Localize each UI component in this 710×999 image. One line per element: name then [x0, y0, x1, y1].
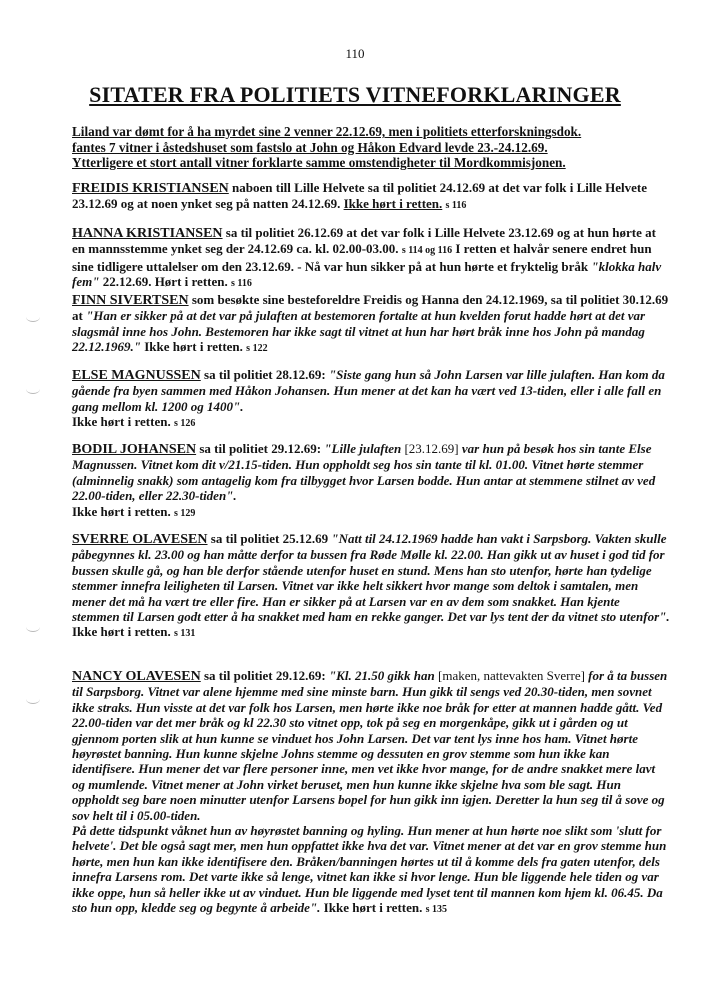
witness-name: ELSE MAGNUSSEN [72, 368, 201, 383]
court-status: Ikke hørt i retten. [72, 624, 174, 640]
intro-line: Ytterligere et stort antall vitner forklarte samme omstendigheter til Mordkommisjonen. [72, 155, 566, 170]
editor-bracket: [maken, nattevakten Sverre] [438, 668, 585, 683]
witness-statement: sa til politiet 28.12.69: [200, 367, 329, 382]
page-title: SITATER FRA POLITIETS VITNEFORKLARINGER [89, 82, 621, 107]
intro-line: Liland var dømt for å ha myrdet sine 2 venner 22.12.69, men i politiets etterforskningsdok. [72, 124, 582, 139]
court-status: Ikke hørt i retten. [320, 900, 426, 916]
witness-entry [72, 367, 670, 432]
witness-name: FINN SIVERTSEN [72, 293, 189, 308]
witness-statement: I retten et halvår senere endret hun sine tidligere uttalelser om den 23.12.69. - Nå var hun sikker på at hun hørte et fryktelig bråk [72, 241, 652, 274]
intro-paragraph [72, 124, 672, 171]
punch-hole-mark [26, 384, 40, 394]
witness-statement: sa til politiet 29.12.69: [196, 441, 325, 456]
witness-statement: som besøkte sine besteforeldre Freidis og Hanna den 24.12.1969, sa til politiet 30.12.69 at [72, 292, 669, 324]
witness-statement: sa til politiet 26.12.69 at det var folk i Lille Helvete 23.12.69 og at hun hørte at en mannsstemme ynket seg der 24.12.69 ca. kl. 02.00-03.00. [72, 225, 656, 257]
witness-quote: "klokka halv fem" [72, 258, 662, 290]
witness-statement: sa til politiet 25.12.69 [207, 531, 332, 546]
court-status: Ikke hørt i retten. [72, 503, 174, 519]
court-status: Ikke hørt i retten. [72, 414, 174, 430]
intro-line: fantes 7 vitner i åstedshuset som fastslo at John og Håkon Edvard levde 23.-24.12.69. [72, 139, 548, 155]
page-reference: s 126 [173, 418, 196, 430]
witness-quote: "Siste gang hun så John Larsen var lille julaften. Han kom da gående fra byen sammen med Håkon Johansen. Hun mener at det kan ha vært ved 13-tiden, eller i alle fall en gang mellom kl. 1200 og 1400". [72, 367, 665, 414]
witness-quote: "Han er sikker på at det var på julaften at bestemoren fortalte at hun kvelden forut hadde hørt at det var slagsmål inne hos John. Bestemoren har ikke sagt til vitnet at hun har hørt bråk inne hos John på mandag 22.12.1969." [72, 308, 646, 355]
punch-hole-mark [26, 622, 40, 632]
witness-quote: På dette tidspunkt våknet hun av høyrøstet banning og hyling. Hun mener at hun hørte noe slikt som 'slutt for helvete'. Det ble også sagt mer, men hun oppfattet ikke hva det var. Vitnet mener at det var en grov stemme hun hørte, men hun kan ikke identifisere den. Bråken/banningen hørtes ut til å komme dels fra gaten utenfor, dels innefra Larsens rom. Det varte ikke så lenge, vitnet kan ikke si hvor lenge. Hun ble liggende hele tiden og var ikke oppe, hun så heller ikke ut av vinduet. Hun ble liggende med lyset tent til mannen kom hjem kl. 06.45. Da sto hun opp, kledde seg og begynte å arbeide". [72, 823, 667, 916]
witness-name: HANNA KRISTIANSEN [72, 226, 223, 241]
witness-statement: naboen till Lille Helvete sa til politiet 24.12.69 at det var folk i Lille Helvete 23.12.69 og at noen ynket seg på natten 24.12.69. [72, 180, 648, 212]
editor-bracket: [23.12.69] [404, 441, 459, 456]
witness-name: SVERRE OLAVESEN [72, 532, 208, 547]
witness-entry [72, 180, 670, 214]
witness-statement: 22.12.69. Hørt i retten. [99, 274, 231, 290]
page-reference: s 116 [230, 278, 252, 290]
witness-statement: sa til politiet 29.12.69: [200, 668, 329, 683]
witness-name: NANCY OLAVESEN [72, 669, 201, 684]
witness-quote: var hun på besøk hos sin tante Else Magnussen. Vitnet kom dit v/21.15-tiden. Hun oppholdt seg hos sin tante til kl. 01.00. Vitnet hørte stemmer (alminnelig snakk) som antagelig kom fra tilbygget hvor Larsen bodde. Hun antar at stemmene stilnet av ved 22.00-tiden, eller 22.30-tiden". [72, 441, 656, 504]
page-number: 110 [345, 46, 365, 61]
page-reference: s 116 [445, 200, 467, 212]
reference-separator: og [422, 245, 438, 257]
witness-entry [72, 668, 670, 918]
witness-quote: "Natt til 24.12.1969 hadde han vakt i Sarpsborg. Vakten skulle påbegynnes kl. 23.00 og han måtte derfor ta bussen fra Røde Mølle kl. 22.00. Han gikk ut av huset i god tid for bussen skulle gå, og han ble derfor stående utenfor huset en stund. Mens han sto utenfor, hørte han tydelige stemmer innefra leiligheten til Larsen. Vitnet var ikke helt sikkert hvor mange som deltok i samtalen, men mener det må ha vært tre eller fire. Han er sikker på at Larsen var en av dem som snakket. Han kjente stemmen til Larsen godt etter å ha snakket med ham en rekke ganger. Det var lys tent der da vitnet sto utenfor". [72, 531, 670, 625]
page-reference: 116 [437, 245, 453, 257]
witness-name: BODIL JOHANSEN [72, 442, 197, 457]
witness-entry [72, 441, 670, 521]
court-status: Ikke hørt i retten. [140, 339, 247, 355]
witness-quote: for å ta bussen til Sarpsborg. Vitnet var alene hjemme med sine minste barn. Hun gikk til sengs ved 20.30-tiden, men sovnet ikke straks. Hun visste at det var folk hos Larsen, men hørte ikke noe bråk for etter at mannen hadde gått. Ved 22.00-tiden var det mer bråk og kl 22.30 sto vitnet opp, tok på seg en morgenkåpe, gikk ut i gården og ut gjennom porten slik at hun kunne se vinduet hos John Larsen. Det var tent lys inne hos ham. Vitnet hørte høyrøstet banning. Hun kunne skjelne Johns stemme og dessuten en grov stemme som hun ikke kan identifisere. Hun mener det var flere personer inne, men vet ikke hvor mange, for de andre snakket mere lavt og mumlende. Vitnet mener at John virket beruset, men hun kunne ikke skjelne hva som ble sagt. Hun oppholdt seg bare noen minutter utenfor Larsens bopel for hun gikk inn igjen. Deretter la hun seg til å sove og sov helt til i 05.00-tiden. [72, 668, 668, 823]
punch-hole-mark [26, 312, 40, 322]
witness-quote: "Kl. 21.50 gikk han [328, 668, 439, 683]
page-reference: s 131 [173, 628, 196, 640]
witness-entry [72, 292, 670, 357]
page-reference: s 122 [246, 343, 268, 355]
witness-name: FREIDIS KRISTIANSEN [72, 181, 229, 196]
witness-entry [72, 225, 670, 292]
punch-hole-mark [26, 694, 40, 704]
page-reference: s 129 [173, 507, 196, 519]
witness-quote: "Lille julaften [324, 441, 405, 456]
court-status: Ikke hørt i retten. [343, 196, 443, 212]
witness-entry [72, 531, 670, 642]
page-reference: s 135 [425, 904, 448, 916]
page-reference: s 114 [401, 245, 423, 257]
